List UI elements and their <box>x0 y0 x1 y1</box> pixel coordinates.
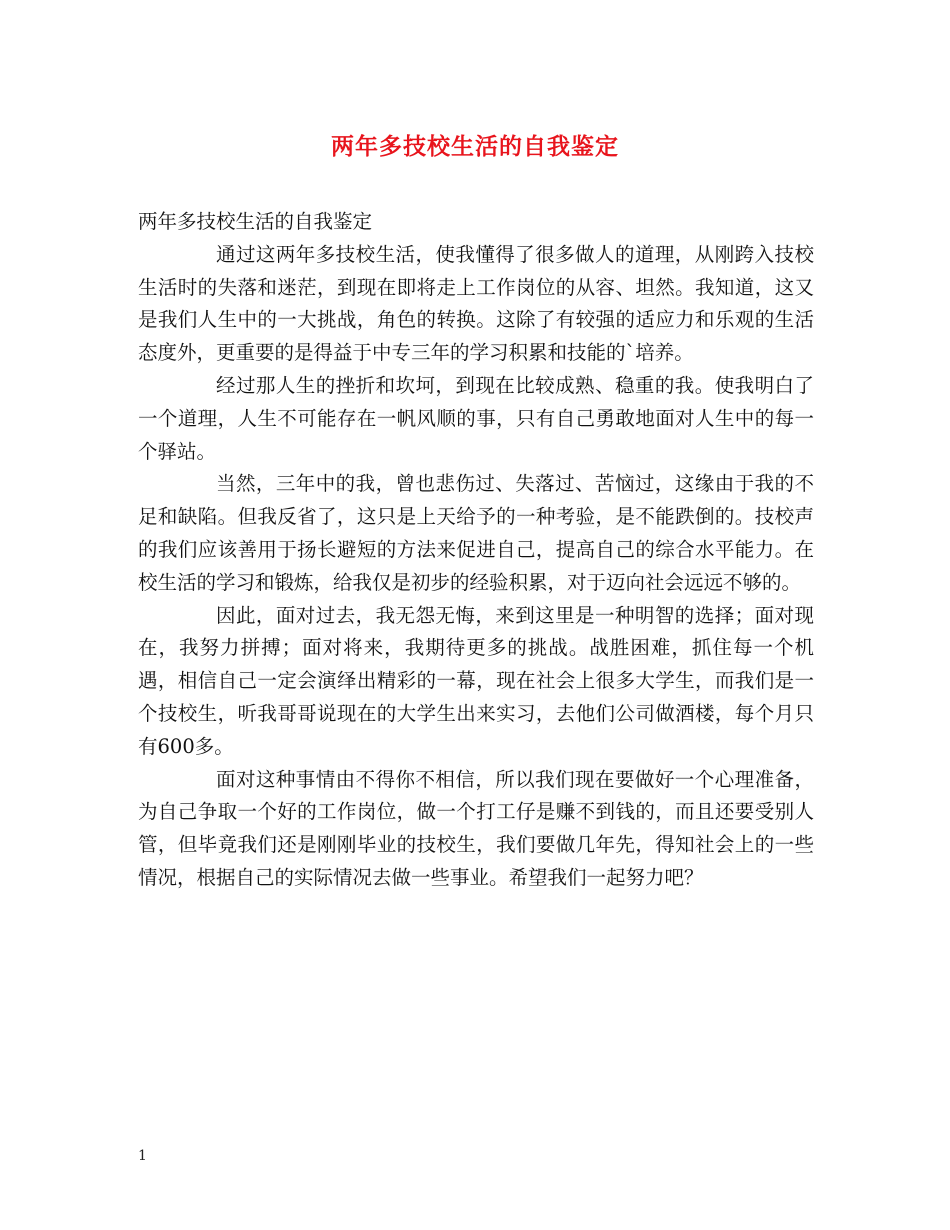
document-body <box>138 206 814 895</box>
paragraph-3: 当然，三年中的我，曾也悲伤过、失落过、苦恼过，这缘由于我的不足和缺陷。但我反省了，这只是上天给予的一种考验，是不能跌倒的。技校声的我们应该善用于扬长避短的方法来促进自己，提高自己的综合水平能力。在校生活的学习和锻炼，给我仅是初步的经验积累，对于迈向社会远远不够的。 <box>138 472 814 594</box>
paragraph-5: 面对这种事情由不得你不相信，所以我们现在要做好一个心理准备，为自己争取一个好的工作岗位，做一个打工仔是赚不到钱的，而且还要受别人管，但毕竟我们还是刚刚毕业的技校生，我们要做几年先，得知社会上的一些情况，根据自己的实际情况去做一些事业。希望我们一起努力吧？ <box>138 767 814 889</box>
paragraph-1: 通过这两年多技校生活，使我懂得了很多做人的道理，从刚跨入技校生活时的失落和迷茫，到现在即将走上工作岗位的从容、坦然。我知道，这又是我们人生中的一大挑战，角色的转换。这除了有较强的适应力和乐观的生活态度外，更重要的是得益于中专三年的学习积累和技能的`培养。 <box>138 242 814 365</box>
document-title: 两年多技校生活的自我鉴定 <box>331 133 619 160</box>
page-number: 1 <box>138 1148 147 1164</box>
paragraph-2: 经过那人生的挫折和坎坷，到现在比较成熟、稳重的我。使我明白了一个道理，人生不可能存在一帆风顺的事，只有自己勇敢地面对人生中的每一个驿站。 <box>138 373 814 463</box>
document-subtitle: 两年多技校生活的自我鉴定 <box>138 210 373 233</box>
paragraph-4: 因此，面对过去，我无怨无悔，来到这里是一种明智的选择；面对现在，我努力拼搏；面对将来，我期待更多的挑战。战胜困难，抓住每一个机遇，相信自己一定会演绎出精彩的一幕，现在社会上很多大学生，而我们是一个技校生，听我哥哥说现在的大学生出来实习，去他们公司做酒楼，每个月只有600多。 <box>138 603 814 758</box>
